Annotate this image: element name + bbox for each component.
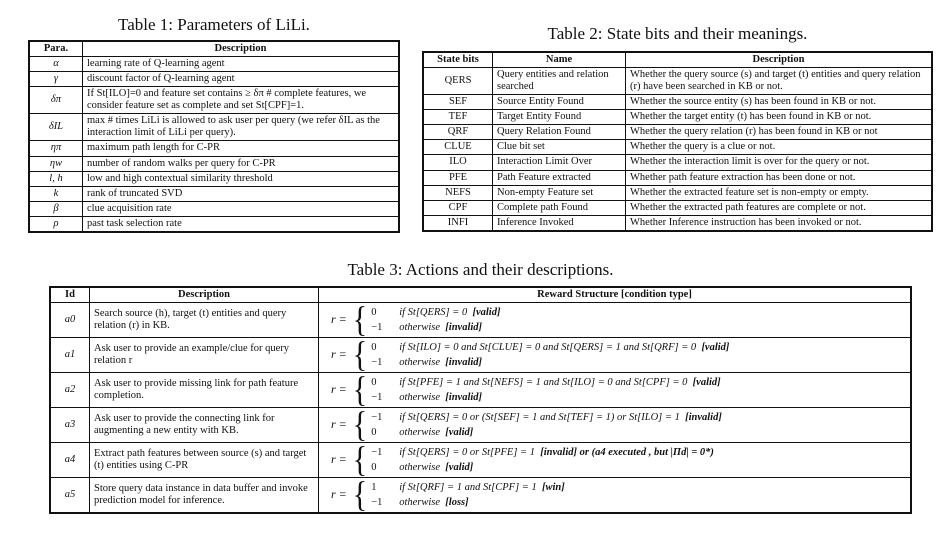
reward-value: 0: [371, 341, 377, 353]
state-bit-cell: CLUE: [423, 140, 493, 155]
table3-row: [50, 338, 911, 373]
reward-cases: [371, 482, 565, 509]
action-id-cell: a4: [50, 443, 90, 478]
table1-row: [29, 156, 399, 171]
reward-structure-cell: [319, 474, 912, 515]
reward-condition: if St[QERS] = 0: [399, 306, 468, 318]
description-cell: maximum path length for C-PR: [83, 141, 400, 156]
table1-row: [29, 171, 399, 186]
reward-value: 1: [371, 481, 377, 493]
reward-value: 0: [371, 426, 377, 438]
table3-row: [50, 408, 911, 443]
reward-cases: [371, 447, 714, 474]
reward-value: 0: [371, 306, 377, 318]
reward-case: [371, 342, 729, 354]
state-bit-cell: QRF: [423, 125, 493, 140]
name-cell: Target Entity Found: [493, 110, 626, 125]
table3-row: [50, 303, 911, 338]
condition-type: [win]: [542, 481, 565, 493]
reward-condition: if St[ILO] = 0 and St[CLUE] = 0 and St[QERS] = 1 and St[QRF] = 0: [399, 341, 697, 353]
param-cell: l, h: [29, 171, 83, 186]
description-cell: Whether path feature extraction has been done or not.: [626, 170, 933, 185]
action-description-cell: Store query data instance in data buffer and invoke prediction model for inference.: [90, 478, 319, 514]
reward-condition: otherwise: [399, 321, 441, 333]
description-cell: Whether the query source (s) and target (t) entities and query relation (r) have been searched in KB or not.: [626, 68, 933, 95]
description-cell: Whether the target entity (t) has been found in KB or not.: [626, 110, 933, 125]
left-brace: {: [352, 369, 368, 410]
description-cell: rank of truncated SVD: [83, 186, 400, 201]
table1-caption: Table 1: Parameters of LiLi.: [118, 15, 310, 34]
reward-cases: [371, 412, 722, 439]
condition-type: [invalid]: [445, 321, 483, 333]
left-brace: {: [352, 334, 368, 375]
state-bit-cell: TEF: [423, 110, 493, 125]
name-cell: Source Entity Found: [493, 95, 626, 110]
reward-structure-cell: [319, 299, 912, 340]
table2-row: [423, 155, 932, 170]
param-cell: α: [29, 57, 83, 72]
reward-case: [371, 462, 714, 474]
table3-row: [50, 478, 911, 514]
table2-row: [423, 140, 932, 155]
name-cell: Inference Invoked: [493, 215, 626, 231]
condition-type: [invalid]: [445, 356, 483, 368]
table3-header-id: Id: [50, 287, 90, 303]
table3-actions: [49, 286, 912, 514]
reward-condition: if St[PFE] = 1 and St[NEFS] = 1 and St[ILO] = 0 and St[CPF] = 0: [399, 376, 688, 388]
action-description-cell: Ask user to provide an example/clue for query relation r: [90, 338, 319, 373]
condition-type: [invalid]: [445, 391, 483, 403]
table3-header-description: Description: [90, 287, 319, 303]
table1-header-param: Para.: [29, 41, 83, 57]
description-cell: If St[ILO]=0 and feature set contains ≥ δπ # complete features, we consider feature set as complete and set St[CPF]=1.: [83, 87, 400, 114]
reward-condition: otherwise: [399, 461, 441, 473]
action-description-cell: Ask user to provide missing link for path feature completion.: [90, 373, 319, 408]
name-cell: Complete path Found: [493, 200, 626, 215]
name-cell: Query Relation Found: [493, 125, 626, 140]
reward-case: [371, 447, 714, 459]
reward-cases: [371, 307, 500, 334]
table1-row: [29, 57, 399, 72]
param-cell: δIL: [29, 114, 83, 141]
table1-parameters: [28, 40, 400, 233]
condition-type: [invalid] or (a4 executed , but |Πd| = 0*): [540, 446, 714, 458]
left-brace: {: [352, 299, 368, 340]
action-description-cell: Search source (h), target (t) entities and query relation (r) in KB.: [90, 303, 319, 338]
description-cell: Whether Inference instruction has been invoked or not.: [626, 215, 933, 231]
description-cell: Whether the source entity (s) has been found in KB or not.: [626, 95, 933, 110]
table2-state-bits: [422, 51, 933, 232]
table2-row: [423, 215, 932, 231]
reward-condition: otherwise: [399, 391, 441, 403]
condition-type: [valid]: [445, 426, 474, 438]
reward-condition: if St[QERS] = 0 or (St[SEF] = 1 and St[TEF] = 1) or St[ILO] = 1: [399, 411, 680, 423]
description-cell: max # times LiLi is allowed to ask user per query (we refer δIL as the interaction limit of LiLi per query).: [83, 114, 400, 141]
reward-case: [371, 322, 500, 334]
reward-condition: otherwise: [399, 496, 441, 508]
name-cell: Path Feature extracted: [493, 170, 626, 185]
state-bit-cell: INFI: [423, 215, 493, 231]
table2-row: [423, 200, 932, 215]
action-description-cell: Ask user to provide the connecting link for augmenting a new entity with KB.: [90, 408, 319, 443]
table2-row: [423, 125, 932, 140]
reward-condition: otherwise: [399, 356, 441, 368]
reward-structure-cell: [319, 439, 912, 480]
reward-value: 0: [371, 461, 377, 473]
table2-row: [423, 170, 932, 185]
reward-case: [371, 307, 500, 319]
action-description-cell: Extract path features between source (s) and target (t) entities using C-PR: [90, 443, 319, 478]
reward-case: [371, 482, 565, 494]
action-id-cell: a1: [50, 338, 90, 373]
table2-row: [423, 95, 932, 110]
state-bit-cell: CPF: [423, 200, 493, 215]
table2-header-description: Description: [626, 52, 933, 68]
reward-value: −1: [371, 496, 383, 508]
description-cell: past task selection rate: [83, 216, 400, 232]
description-cell: Whether the extracted feature set is non-empty or empty.: [626, 185, 933, 200]
state-bit-cell: ILO: [423, 155, 493, 170]
state-bit-cell: PFE: [423, 170, 493, 185]
param-cell: γ: [29, 72, 83, 87]
table3-row: [50, 443, 911, 478]
reward-value: −1: [371, 321, 383, 333]
state-bit-cell: SEF: [423, 95, 493, 110]
condition-type: [valid]: [445, 461, 474, 473]
param-cell: β: [29, 201, 83, 216]
reward-equation-label: r =: [331, 417, 347, 432]
left-brace: {: [352, 474, 368, 515]
condition-type: [valid]: [692, 376, 721, 388]
param-cell: δπ: [29, 87, 83, 114]
table3-header-reward: Reward Structure [condition type]: [319, 287, 912, 303]
action-id-cell: a5: [50, 478, 90, 514]
reward-condition: if St[QRF] = 1 and St[CPF] = 1: [399, 481, 537, 493]
reward-equation-label: r =: [331, 347, 347, 362]
reward-equation-label: r =: [331, 452, 347, 467]
description-cell: Whether the query relation (r) has been found in KB or not: [626, 125, 933, 140]
reward-value: −1: [371, 446, 383, 458]
reward-value: −1: [371, 391, 383, 403]
reward-equation-label: r =: [331, 312, 347, 327]
description-cell: Whether the query is a clue or not.: [626, 140, 933, 155]
reward-value: −1: [371, 411, 383, 423]
condition-type: [loss]: [445, 496, 469, 508]
reward-value: 0: [371, 376, 377, 388]
description-cell: discount factor of Q-learning agent: [83, 72, 400, 87]
table2-row: [423, 110, 932, 125]
name-cell: Query entities and relation searched: [493, 68, 626, 95]
table1-row: [29, 72, 399, 87]
left-brace: {: [352, 404, 368, 445]
reward-cases: [371, 342, 729, 369]
table1-row: [29, 201, 399, 216]
reward-case: [371, 497, 565, 509]
param-cell: ηπ: [29, 141, 83, 156]
condition-type: [valid]: [472, 306, 501, 318]
table1-header-description: Description: [83, 41, 400, 57]
reward-case: [371, 427, 722, 439]
action-id-cell: a0: [50, 303, 90, 338]
table1-row: [29, 87, 399, 114]
table3-row: [50, 373, 911, 408]
state-bit-cell: QERS: [423, 68, 493, 95]
reward-equation-label: r =: [331, 487, 347, 502]
condition-type: [valid]: [701, 341, 730, 353]
name-cell: Clue bit set: [493, 140, 626, 155]
param-cell: ηw: [29, 156, 83, 171]
param-cell: ρ: [29, 216, 83, 232]
condition-type: [invalid]: [685, 411, 722, 423]
table3-caption: Table 3: Actions and their descriptions.: [347, 260, 614, 279]
table2-row: [423, 68, 932, 95]
action-id-cell: a2: [50, 373, 90, 408]
table2-row: [423, 185, 932, 200]
table2-caption: Table 2: State bits and their meanings.: [547, 24, 808, 43]
name-cell: Interaction Limit Over: [493, 155, 626, 170]
description-cell: low and high contextual similarity threshold: [83, 171, 400, 186]
param-cell: k: [29, 186, 83, 201]
left-brace: {: [352, 439, 368, 480]
table1-row: [29, 141, 399, 156]
reward-structure-cell: [319, 369, 912, 410]
description-cell: number of random walks per query for C-PR: [83, 156, 400, 171]
reward-value: −1: [371, 356, 383, 368]
reward-equation-label: r =: [331, 382, 347, 397]
table1-row: [29, 216, 399, 232]
reward-case: [371, 357, 729, 369]
table1-row: [29, 186, 399, 201]
reward-condition: otherwise: [399, 426, 441, 438]
description-cell: learning rate of Q-learning agent: [83, 57, 400, 72]
reward-case: [371, 377, 720, 389]
description-cell: Whether the extracted path features are complete or not.: [626, 200, 933, 215]
reward-structure-cell: [319, 404, 912, 445]
reward-condition: if St[QERS] = 0 or St[PFE] = 1: [399, 446, 535, 458]
table2-header-name: Name: [493, 52, 626, 68]
name-cell: Non-empty Feature set: [493, 185, 626, 200]
reward-case: [371, 392, 720, 404]
reward-cases: [371, 377, 720, 404]
table2-header-state-bits: State bits: [423, 52, 493, 68]
action-id-cell: a3: [50, 408, 90, 443]
reward-structure-cell: [319, 334, 912, 375]
state-bit-cell: NEFS: [423, 185, 493, 200]
reward-case: [371, 412, 722, 424]
table1-row: [29, 114, 399, 141]
description-cell: Whether the interaction limit is over for the query or not.: [626, 155, 933, 170]
description-cell: clue acquisition rate: [83, 201, 400, 216]
